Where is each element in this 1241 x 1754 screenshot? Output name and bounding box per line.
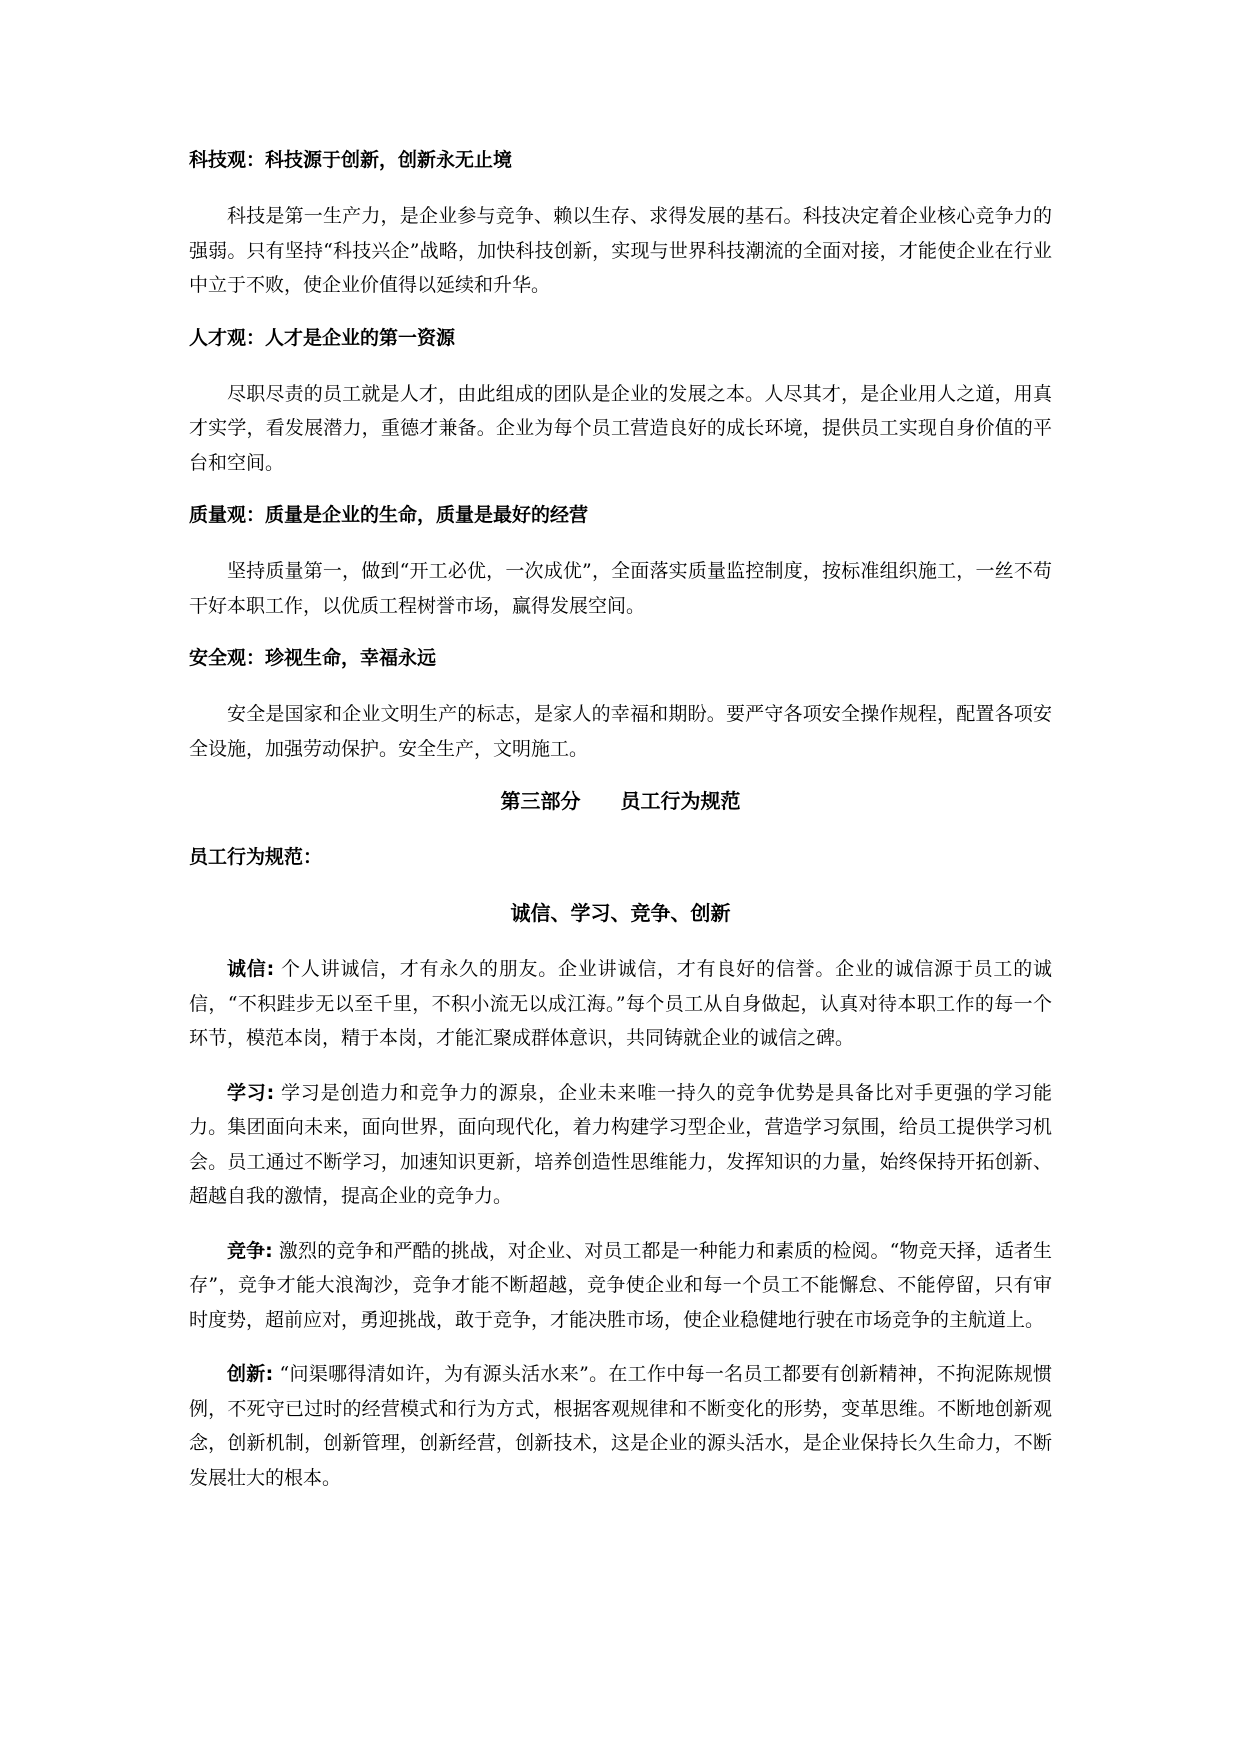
section-body-quality: 坚持质量第一，做到“开工必优，一次成优”，全面落实质量监控制度，按标准组织施工，一丝不苟干好本职工作，以优质工程树誉市场，赢得发展空间。 (189, 560, 1052, 617)
section-heading-tech: 科技观：科技源于创新，创新永无止境 (189, 149, 513, 171)
conduct-learning-lead: 学习: (227, 1081, 275, 1104)
conduct-motto: 诚信、学习、竞争、创新 (510, 901, 731, 925)
conduct-competition-body: 激烈的竞争和严酷的挑战，对企业、对员工都是一种能力和素质的检阅。“物竞天择，适者生存”，竞争才能大浪淘沙，竞争才能不断超越，竞争使企业和每一个员工不能懈怠、不能停留，只有审时度势，超前应对，勇迎挑战，敢于竞争，才能决胜市场，使企业稳健地行驶在市场竞争的主航道上。 (189, 1239, 1052, 1331)
conduct-innovation-lead: 创新: (227, 1363, 274, 1385)
section-body-tech: 科技是第一生产力，是企业参与竞争、赖以生存、求得发展的基石。科技决定着企业核心竞争力的强弱。只有坚持“科技兴企”战略，加快科技创新，实现与世界科技潮流的全面对接，才能使企业在行业中立于不败，使企业价值得以延续和升华。 (189, 205, 1052, 296)
section-heading-talent: 人才观：人才是企业的第一资源 (189, 326, 456, 349)
part-title: 第三部分 员工行为规范 (500, 789, 741, 813)
conduct-competition-lead: 竞争: (227, 1239, 273, 1262)
conduct-innovation (189, 1357, 1052, 1495)
section-body-safety: 安全是国家和企业文明生产的标志，是家人的幸福和期盼。要严守各项安全操作规程，配置各项安全设施，加强劳动保护。安全生产，文明施工。 (189, 703, 1052, 760)
section-heading-quality: 质量观：质量是企业的生命，质量是最好的经营 (189, 504, 589, 526)
conduct-integrity (189, 952, 1052, 1056)
conduct-integrity-lead: 诚信: (227, 958, 275, 980)
conduct-innovation-body: “问渠哪得清如许，为有源头活水来”。在工作中每一名员工都要有创新精神，不拘泥陈规惯例，不死守已过时的经营模式和行为方式，根据客观规律和不断变化的形势，变革思维。不断地创新观念，创新机制，创新管理，创新经营，创新技术，这是企业的源头活水，是企业保持长久生命力，不断发展壮大的根本。 (189, 1363, 1052, 1489)
section-heading-safety: 安全观：珍视生命，幸福永远 (189, 647, 437, 669)
conduct-learning (189, 1076, 1052, 1214)
conduct-integrity-body: 个人讲诚信，才有永久的朋友。企业讲诚信，才有良好的信誉。企业的诚信源于员工的诚信，“不积跬步无以至千里，不积小流无以成江海。”每个员工从自身做起，认真对待本职工作的每一个环节，模范本岗，精于本岗，才能汇聚成群体意识，共同铸就企业的诚信之碑。 (189, 958, 1052, 1049)
conduct-competition (189, 1234, 1052, 1338)
conduct-heading: 员工行为规范： (189, 846, 323, 868)
conduct-learning-body: 学习是创造力和竞争力的源泉，企业未来唯一持久的竞争优势是具备比对手更强的学习能力。集团面向未来，面向世界，面向现代化，着力构建学习型企业，营造学习氛围，给员工提供学习机会。员工通过不断学习，加速知识更新，培养创造性思维能力，发挥知识的力量，始终保持开拓创新、超越自我的激情，提高企业的竞争力。 (189, 1081, 1052, 1207)
section-body-talent: 尽职尽责的员工就是人才，由此组成的团队是企业的发展之本。人尽其才，是企业用人之道，用真才实学，看发展潜力，重德才兼备。企业为每个员工营造良好的成长环境，提供员工实现自身价值的平台和空间。 (189, 382, 1052, 474)
